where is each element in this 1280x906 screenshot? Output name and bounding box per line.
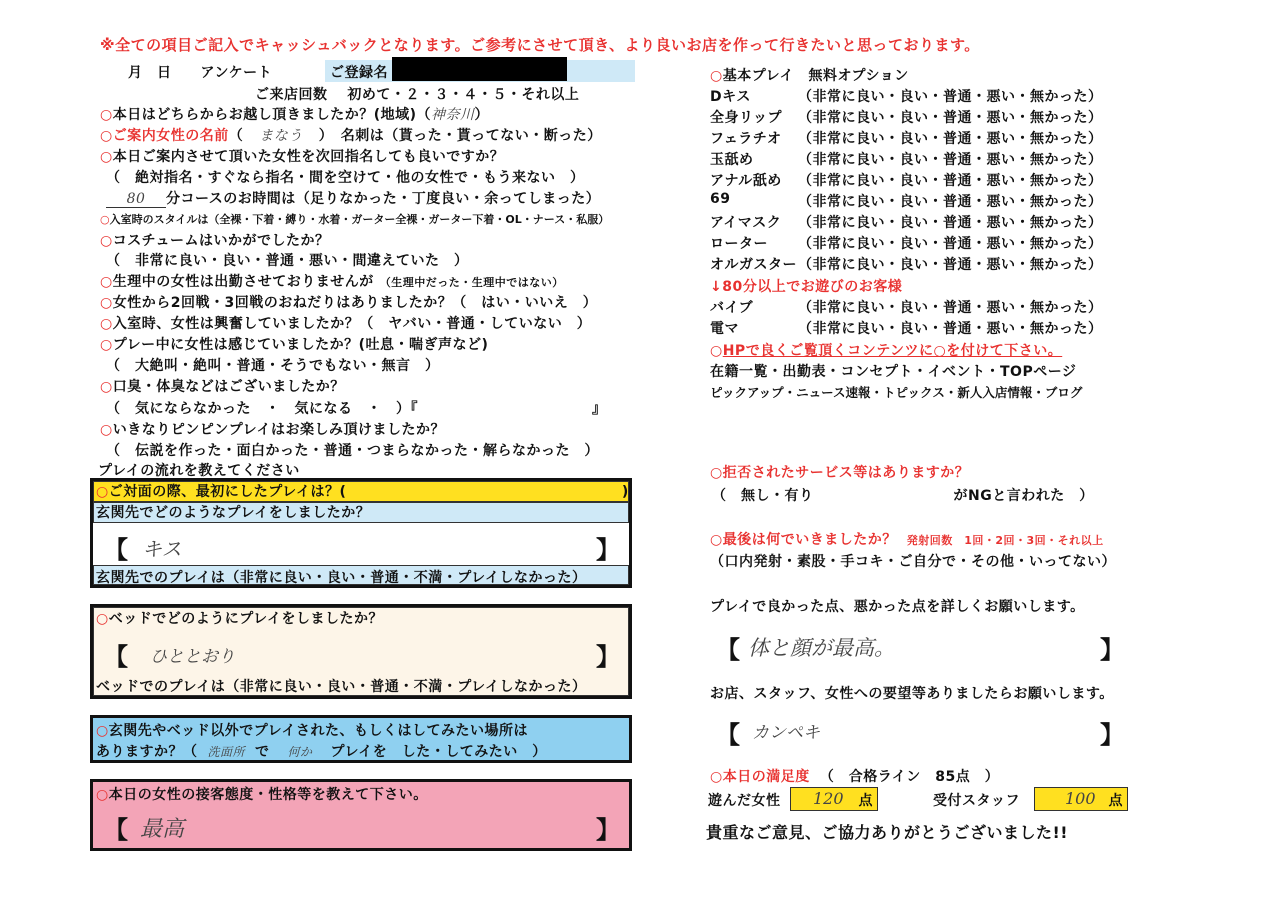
girl-score-box[interactable]: 120 点 xyxy=(790,787,878,811)
question-odor: ○口臭・体臭などはございましたか？ xyxy=(100,379,345,395)
question-renominate: ○本日ご案内させて頂いた女性を次回指名しても良いですか？ xyxy=(100,149,505,165)
bracket-open: 【 xyxy=(104,536,128,564)
question-period: ○生理中の女性は出勤させておりませんが （生理中だった・生理中ではない） xyxy=(100,274,564,290)
visit-count[interactable]: ご来店回数 初めて・２・３・４・５・それ以上 xyxy=(255,87,580,103)
bed-evaluation[interactable]: ベッドでのプレイは（非常に良い・良い・普通・不満・プレイしなかった） xyxy=(96,679,587,695)
request-answer[interactable]: カンペキ xyxy=(752,723,820,743)
refused-answer[interactable]: （ 無し・有り がNGと言われた ） xyxy=(712,488,1094,504)
hp-options-1[interactable]: 在籍一覧・出勤表・コンセプト・イベント・TOPページ xyxy=(710,364,1077,380)
hp-options-2[interactable]: ピックアップ・ニュース速報・トピックス・新人入店情報・ブログ xyxy=(710,385,1083,400)
option-rating[interactable]: （非常に良い・良い・普通・悪い・無かった） xyxy=(798,215,1103,231)
bracket-open: 【 xyxy=(104,643,128,671)
question-region: ○本日はどちらからお越し頂きましたか？(地域)（神奈川） xyxy=(100,107,490,123)
redaction-bar xyxy=(392,57,567,81)
option-rating[interactable]: （非常に良い・良い・普通・悪い・無かった） xyxy=(798,257,1103,273)
over80-label: ↓80分以上でお遊びのお客様 xyxy=(710,279,903,295)
bed-answer[interactable]: ひととおり xyxy=(150,647,235,667)
bracket-close: 】 xyxy=(1100,721,1124,749)
option-rating[interactable]: （非常に良い・良い・普通・悪い・無かった） xyxy=(798,300,1103,316)
question-excited[interactable]: ○入室時、女性は興奮していましたか？（ ヤバい・普通・していない ） xyxy=(100,316,592,332)
option-name: 電マ xyxy=(710,321,739,337)
other-place-answer-line[interactable]: ありますか？（ 洗面所 で 何か プレイを した・してみたい ） xyxy=(96,744,547,760)
question-girl-name: ○ご案内女性の名前（ まなう ） 名刺は（貰った・貰ってない・断った） xyxy=(100,128,602,144)
felt-options[interactable]: （ 大絶叫・絶叫・普通・そうでもない・無言 ） xyxy=(106,358,440,374)
bracket-close: 】 xyxy=(596,816,620,844)
option-name: バイブ xyxy=(710,300,754,316)
option-rating[interactable]: （非常に良い・良い・普通・悪い・無かった） xyxy=(798,236,1103,252)
course-time: 80 分コースのお時間は（足りなかった・丁度良い・余ってしまった） xyxy=(106,188,600,208)
member-label: ご登録名 xyxy=(330,65,388,81)
bracket-open: 【 xyxy=(104,816,128,844)
option-rating[interactable]: （非常に良い・良い・普通・悪い・無かった） xyxy=(798,110,1103,126)
option-rating[interactable]: （非常に良い・良い・普通・悪い・無かった） xyxy=(798,194,1103,210)
staff-score-label: 受付スタッフ xyxy=(933,793,1020,809)
refused-question: ○拒否されたサービス等はありますか？ xyxy=(710,465,970,481)
bed-question: ○ベッドでどのようにプレイをしましたか？ xyxy=(96,611,383,627)
staff-score[interactable]: 100 xyxy=(1065,789,1096,808)
option-name: オルガスター xyxy=(710,257,797,273)
request-question: お店、スタッフ、女性への要望等ありましたらお願いします。 xyxy=(710,686,1114,702)
option-name: アイマスク xyxy=(710,215,782,231)
costume-options[interactable]: （ 非常に良い・良い・普通・悪い・間違えていた ） xyxy=(106,253,469,269)
staff-score-box[interactable]: 100 点 xyxy=(1034,787,1128,811)
bracket-close: 】 xyxy=(596,536,620,564)
bracket-open: 【 xyxy=(716,721,740,749)
entrance-evaluation[interactable]: 玄関先でのプレイは（非常に良い・良い・普通・不満・プレイしなかった） xyxy=(96,570,587,586)
finish-options[interactable]: （口内発射・素股・手コキ・ご自分で・その他・いってない） xyxy=(710,554,1116,570)
attitude-question: ○本日の女性の接客態度・性格等を教えて下さい。 xyxy=(96,787,428,803)
bracket-close: 】 xyxy=(1100,636,1124,664)
girl-score[interactable]: 120 xyxy=(813,789,844,808)
option-rating[interactable]: （非常に良い・良い・普通・悪い・無かった） xyxy=(798,152,1103,168)
renominate-options[interactable]: （ 絶対指名・すぐなら指名・間を空けて・他の女性で・もう来ない ） xyxy=(106,170,585,186)
entrance-question: 玄関先でどのようなプレイをしましたか？ xyxy=(96,505,371,521)
question-style: ○入室時のスタイルは（全裸・下着・縛り・水着・ガーター全裸・ガーター下着・OL・ナース・私服） xyxy=(100,213,610,226)
question-costume: ○コスチュームはいかがでしたか？ xyxy=(100,233,330,249)
attitude-answer[interactable]: 最高 xyxy=(140,817,185,842)
flow-heading: プレイの流れを教えてください xyxy=(98,463,300,479)
finish-question: ○最後は何でいきましたか？ 発射回数 1回・2回・3回・それ以上 xyxy=(710,532,1104,548)
first-play-question[interactable]: ○ご対面の際、最初にしたプレイは？( ) xyxy=(96,484,629,500)
bracket-open: 【 xyxy=(716,636,740,664)
thanks-message: 貴重なご意見、ご協力ありがとうございました!! xyxy=(706,823,1069,842)
odor-options[interactable]: （ 気にならなかった ・ 気になる ・ ）『 』 xyxy=(106,401,607,417)
course-minutes[interactable]: 80 xyxy=(106,191,166,208)
option-name: アナル舐め xyxy=(710,173,782,189)
option-rating[interactable]: （非常に良い・良い・普通・悪い・無かった） xyxy=(798,173,1103,189)
option-rating[interactable]: （非常に良い・良い・普通・悪い・無かった） xyxy=(798,131,1103,147)
question-second-round[interactable]: ○女性から2回戦・3回戦のおねだりはありましたか？（ はい・いいえ ） xyxy=(100,295,598,311)
satisfaction-heading: ○本日の満足度 （ 合格ライン 85点 ） xyxy=(710,769,1000,785)
option-rating[interactable]: （非常に良い・良い・普通・悪い・無かった） xyxy=(798,321,1103,337)
hp-question: ○HPで良くご覧頂くコンテンツに○を付けて下さい。 xyxy=(710,343,1063,359)
good-bad-answer[interactable]: 体と顔が最高。 xyxy=(748,636,895,660)
option-name: フェラチオ xyxy=(710,131,782,147)
option-name: ローター xyxy=(710,236,768,252)
region-answer[interactable]: 神奈川 xyxy=(431,107,475,123)
question-felt: ○プレー中に女性は感じていましたか？(吐息・喘ぎ声など) xyxy=(100,337,489,353)
option-name: 69 xyxy=(710,191,731,207)
girl-name-answer[interactable]: まなう xyxy=(259,128,303,144)
option-name: 玉舐め xyxy=(710,152,754,168)
date-line: 月 日 アンケート xyxy=(128,65,273,81)
entrance-answer[interactable]: キス xyxy=(142,537,182,561)
option-name: 全身リップ xyxy=(710,110,782,126)
option-rating[interactable]: （非常に良い・良い・普通・悪い・無かった） xyxy=(798,89,1103,105)
good-bad-question: プレイで良かった点、悪かった点を詳しくお願いします。 xyxy=(710,599,1085,615)
girl-score-label: 遊んだ女性 xyxy=(708,793,781,809)
other-place-question: ○玄関先やベッド以外でプレイされた、もしくはしてみたい場所は xyxy=(96,723,528,739)
question-pinpin: ○いきなりピンピンプレイはお楽しみ頂けましたか？ xyxy=(100,422,445,438)
options-title: ○基本プレイ 無料オプション xyxy=(710,68,909,84)
pinpin-options[interactable]: （ 伝説を作った・面白かった・普通・つまらなかった・解らなかった ） xyxy=(106,443,599,459)
header-notice: ※全ての項目ご記入でキャッシュバックとなります。ご参考にさせて頂き、より良いお店を作って行きたいと思っております。 xyxy=(100,36,980,54)
option-name: Dキス xyxy=(710,89,751,105)
bracket-close: 】 xyxy=(596,643,620,671)
